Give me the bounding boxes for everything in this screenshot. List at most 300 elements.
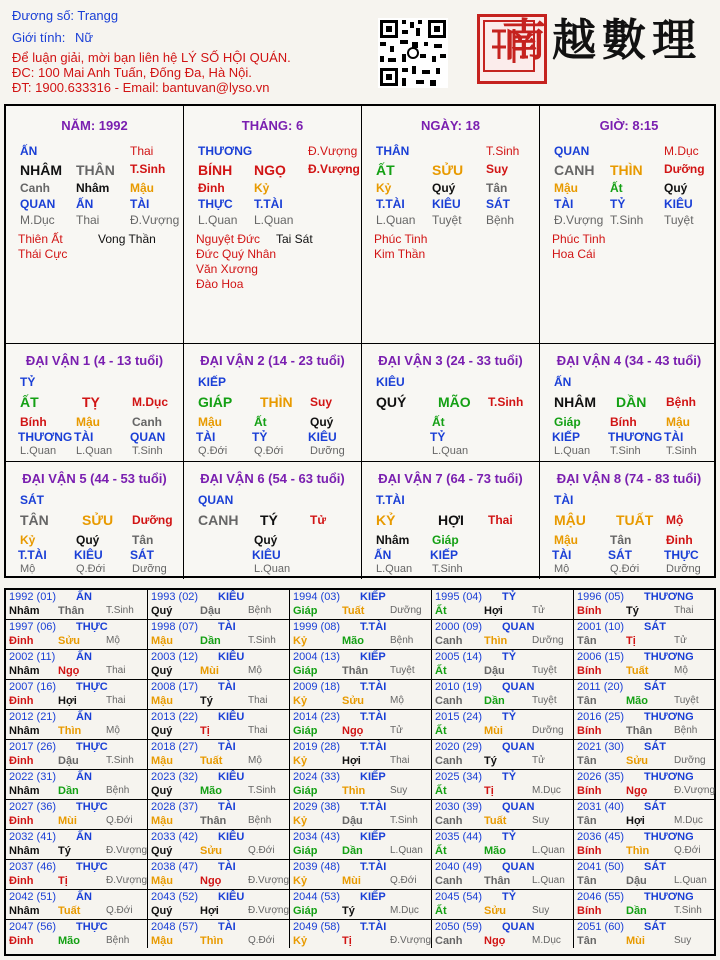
- year-god: THỰC: [76, 681, 108, 693]
- pillar-stem: Dưỡng: [664, 162, 705, 176]
- year-phase: Bệnh: [248, 815, 272, 826]
- year-cell: [6, 800, 148, 830]
- year-stem: Quý: [151, 785, 173, 797]
- year-god: ẤN: [76, 831, 92, 843]
- dai-van-hidden-god: THƯƠNG: [18, 430, 73, 444]
- pillar-hidden-god: KIÊU: [664, 197, 693, 211]
- year-cell: [290, 770, 432, 800]
- pillar-star: Văn Xương: [196, 262, 258, 276]
- dai-van-hidden-phase: L.Quan: [76, 445, 113, 457]
- pillar-phase: Tuyệt: [432, 213, 462, 227]
- year-label: 2047 (56): [9, 921, 57, 933]
- pillar-phase: Bệnh: [486, 213, 515, 227]
- year-label: 2040 (49): [435, 861, 483, 873]
- year-god: KIÊU: [218, 891, 245, 903]
- dai-van-stem: ẤT: [20, 394, 39, 410]
- year-branch: Dậu: [626, 875, 647, 887]
- year-god: THỰC: [76, 621, 108, 633]
- year-stem: Ất: [435, 665, 447, 677]
- year-branch: Mão: [200, 785, 222, 797]
- pillar-hidden-stem: Kỷ: [254, 181, 270, 195]
- year-phase: Tuyệt: [390, 665, 415, 676]
- year-god: TÀI: [218, 741, 236, 753]
- pillar-god: M.Dục: [664, 144, 699, 158]
- pillar-stem: T.Sinh: [130, 162, 166, 176]
- year-label: 2002 (11): [9, 651, 56, 663]
- dai-van-hidden-stem: Mậu: [198, 415, 222, 429]
- year-cell: [574, 620, 714, 650]
- gender-row: [12, 30, 93, 46]
- dai-van-stem: TÂN: [20, 512, 49, 528]
- year-stem: Mậu: [151, 935, 173, 947]
- year-god: TÀI: [218, 861, 236, 873]
- year-label: 2041 (50): [577, 861, 625, 873]
- year-phase: M.Dục: [674, 815, 703, 826]
- year-cell: [6, 710, 148, 740]
- year-stem: Tân: [577, 875, 597, 887]
- year-branch: Dậu: [200, 605, 221, 617]
- dai-van-branch: MÃO: [438, 394, 471, 410]
- dai-van-hidden-god: QUAN: [130, 430, 166, 444]
- year-stem: Đinh: [9, 815, 34, 827]
- dai-van-god: T.TÀI: [376, 493, 405, 507]
- year-cell: [148, 710, 290, 740]
- pillar-phase: L.Quan: [198, 213, 238, 227]
- year-god: TỶ: [502, 711, 517, 723]
- year-branch: Dậu: [342, 815, 363, 827]
- year-phase: Thai: [106, 695, 126, 706]
- year-god: SÁT: [644, 801, 666, 813]
- year-cell: [148, 770, 290, 800]
- year-cell: [290, 590, 432, 620]
- pillar-stem: NHÂM: [20, 162, 62, 178]
- year-god: QUAN: [502, 621, 535, 633]
- year-label: 2034 (43): [293, 831, 341, 843]
- year-label: 2008 (17): [151, 681, 199, 693]
- pillar-phase: Đ.Vượng: [554, 213, 604, 227]
- year-label: 2017 (26): [9, 741, 57, 753]
- year-branch: Tị: [484, 785, 494, 797]
- dai-van-hidden-phase: Q.Đới: [254, 445, 284, 457]
- year-phase: Đ.Vượng: [674, 785, 716, 796]
- year-label: 2035 (44): [435, 831, 483, 843]
- year-branch: Dần: [200, 635, 221, 647]
- year-branch: Dần: [484, 695, 505, 707]
- year-branch: Thân: [58, 605, 85, 617]
- year-cell: [432, 920, 574, 948]
- year-label: 2043 (52): [151, 891, 199, 903]
- dai-van-hidden-phase: L.Quan: [20, 445, 57, 457]
- year-label: 2014 (23): [293, 711, 341, 723]
- year-phase: M.Dục: [390, 905, 419, 916]
- year-phase: Tử: [390, 725, 403, 736]
- year-cell: [432, 860, 574, 890]
- dai-van-hidden-stem: Bính: [20, 415, 47, 429]
- year-branch: Mão: [626, 695, 648, 707]
- dai-van-branch: HỢI: [438, 512, 464, 528]
- year-stem: Đinh: [9, 635, 34, 647]
- year-god: QUAN: [502, 921, 535, 933]
- pillar-stem: ẤT: [376, 162, 395, 178]
- year-cell: [290, 650, 432, 680]
- year-phase: T.Sinh: [390, 815, 418, 826]
- year-label: 1996 (05): [577, 591, 625, 603]
- pillar-stem: NGỌ: [254, 162, 286, 178]
- year-phase: Tuyệt: [674, 695, 699, 706]
- pillar-star: Kim Thần: [374, 247, 426, 261]
- year-stem: Tân: [577, 695, 597, 707]
- year-stem: Ất: [435, 905, 447, 917]
- dai-van-hidden-stem: Ất: [432, 415, 445, 429]
- year-branch: Mão: [342, 635, 364, 647]
- pillar-hidden-stem: Nhâm: [76, 181, 110, 195]
- dai-van-7: [362, 462, 540, 579]
- year-stem: Canh: [435, 815, 463, 827]
- year-cell: [6, 770, 148, 800]
- year-phase: Suy: [390, 785, 408, 796]
- year-label: 2015 (24): [435, 711, 483, 723]
- pillar-hidden-stem: Kỷ: [376, 181, 392, 195]
- year-cell: [574, 650, 714, 680]
- pillar-phase: L.Quan: [254, 213, 294, 227]
- year-phase: T.Sinh: [106, 755, 134, 766]
- year-cell: [148, 890, 290, 920]
- year-god: QUAN: [502, 861, 535, 873]
- dai-van-hidden-stem: Mậu: [554, 533, 578, 547]
- pillar-phase: Đ.Vượng: [130, 213, 180, 227]
- pillar-2: [184, 106, 362, 343]
- year-stem: Quý: [151, 665, 173, 677]
- year-god: T.TÀI: [360, 741, 387, 753]
- year-branch: Mùi: [626, 935, 645, 947]
- year-label: 1999 (08): [293, 621, 341, 633]
- pillar-1: [6, 106, 184, 343]
- year-branch: Tý: [484, 755, 497, 767]
- dai-van-title: ĐẠI VẬN 8 (74 - 83 tuổi): [556, 471, 702, 486]
- pillar-stem: THÌN: [610, 162, 643, 178]
- year-stem: Quý: [151, 905, 173, 917]
- year-god: KIẾP: [360, 831, 386, 843]
- year-label: 2010 (19): [435, 681, 483, 693]
- year-branch: Ngọ: [58, 665, 80, 677]
- year-branch: Dậu: [58, 755, 79, 767]
- year-god: THỰC: [76, 801, 108, 813]
- year-phase: Đ.Vượng: [248, 905, 290, 916]
- year-label: 1998 (07): [151, 621, 199, 633]
- dai-van-hidden-god: TÀI: [74, 430, 94, 444]
- year-stem: Quý: [151, 605, 173, 617]
- year-phase: Thai: [248, 725, 268, 736]
- year-phase: Q.Đới: [390, 875, 417, 886]
- year-branch: Dần: [626, 905, 647, 917]
- year-stem: Mậu: [151, 635, 173, 647]
- year-god: TÀI: [218, 621, 236, 633]
- year-label: 2049 (58): [293, 921, 341, 933]
- year-cell: [6, 830, 148, 860]
- year-phase: Q.Đới: [674, 845, 701, 856]
- year-branch: Dần: [342, 845, 363, 857]
- dai-van-hidden-stem: Canh: [132, 415, 162, 429]
- dai-van-title: ĐẠI VẬN 5 (44 - 53 tuổi): [22, 471, 167, 486]
- pillar-stem: Suy: [486, 162, 509, 176]
- year-branch: Sửu: [484, 905, 507, 917]
- dai-van-hidden-phase: Q.Đới: [610, 563, 640, 575]
- year-label: 2001 (10): [577, 621, 625, 633]
- dai-van-hidden-god: T.TÀI: [18, 548, 47, 562]
- year-stem: Mậu: [151, 815, 173, 827]
- dai-van-title: ĐẠI VẬN 6 (54 - 63 tuổi): [200, 471, 345, 486]
- year-stem: Giáp: [293, 845, 318, 857]
- year-label: 2030 (39): [435, 801, 483, 813]
- year-stem: Kỷ: [293, 935, 308, 947]
- year-stem: Canh: [435, 695, 463, 707]
- year-phase: T.Sinh: [248, 635, 276, 646]
- dai-van-row-2: [6, 461, 714, 579]
- year-stem: Giáp: [293, 665, 318, 677]
- year-label: 2012 (21): [9, 711, 57, 723]
- year-god: THƯƠNG: [644, 711, 694, 723]
- year-god: KIÊU: [218, 711, 245, 723]
- year-god: ẤN: [76, 771, 92, 783]
- year-god: KIẾP: [360, 771, 386, 783]
- year-phase: Mộ: [390, 695, 404, 706]
- year-label: 2029 (38): [293, 801, 341, 813]
- pillar-stem: THÂN: [76, 162, 115, 178]
- year-label: 1995 (04): [435, 591, 483, 603]
- pillar-hidden-god: TÀI: [554, 197, 574, 211]
- year-cell: [6, 650, 148, 680]
- year-cell: [148, 800, 290, 830]
- year-label: 1997 (06): [9, 621, 57, 633]
- pillar-hidden-god: KIÊU: [432, 197, 461, 211]
- year-branch: Mão: [484, 845, 506, 857]
- year-god: THƯƠNG: [644, 591, 694, 603]
- year-cell: [148, 830, 290, 860]
- year-label: 2003 (12): [151, 651, 199, 663]
- year-stem: Mậu: [151, 695, 173, 707]
- year-phase: Bệnh: [390, 635, 414, 646]
- year-stem: Quý: [151, 845, 173, 857]
- year-label: 1994 (03): [293, 591, 341, 603]
- dai-van-hidden-stem: Quý: [76, 533, 100, 547]
- pillar-star: Thiên Ất: [18, 232, 63, 246]
- year-label: 1992 (01): [9, 591, 57, 603]
- pillar-hidden-god: SÁT: [486, 197, 510, 211]
- year-stem: Canh: [435, 635, 463, 647]
- dai-van-hidden-god: KIÊU: [252, 548, 281, 562]
- dai-van-hidden-phase: Mộ: [554, 563, 570, 575]
- dai-van-hidden-stem: Tân: [132, 533, 154, 547]
- year-branch: Tý: [200, 695, 213, 707]
- pillar-hidden-stem: Tân: [486, 181, 508, 195]
- pillar-god: QUAN: [554, 144, 590, 158]
- pillar-stem: SỬU: [432, 162, 464, 178]
- year-god: THỰC: [76, 741, 108, 753]
- pillar-stem: BÍNH: [198, 162, 233, 178]
- year-phase: L.Quan: [532, 845, 565, 856]
- year-stem: Kỷ: [293, 695, 308, 707]
- year-phase: T.Sinh: [248, 785, 276, 796]
- year-label: 2031 (40): [577, 801, 625, 813]
- year-label: 2033 (42): [151, 831, 199, 843]
- year-god: T.TÀI: [360, 681, 387, 693]
- year-label: 2004 (13): [293, 651, 341, 663]
- year-label: 2006 (15): [577, 651, 625, 663]
- year-phase: Suy: [532, 815, 550, 826]
- pillar-star: Thái Cực: [18, 247, 68, 261]
- year-label: 2036 (45): [577, 831, 625, 843]
- year-god: T.TÀI: [360, 621, 387, 633]
- year-cell: [148, 740, 290, 770]
- pillar-phase: Thai: [76, 213, 100, 227]
- pillar-stem: CANH: [554, 162, 595, 178]
- annual-table: [4, 588, 716, 956]
- dai-van-hidden-god: THƯƠNG: [608, 430, 663, 444]
- owner-name: Đương số: Trangg: [12, 8, 119, 23]
- year-god: SÁT: [644, 861, 666, 873]
- pillar-phase: Tuyệt: [664, 213, 694, 227]
- year-god: KIÊU: [218, 651, 245, 663]
- year-stem: Kỷ: [293, 755, 308, 767]
- year-cell: [148, 860, 290, 890]
- pillar-title: THÁNG: 6: [241, 118, 304, 133]
- year-stem: Giáp: [293, 725, 318, 737]
- dai-van-god: TÀI: [554, 493, 574, 507]
- year-phase: M.Dục: [532, 935, 561, 946]
- dai-van-branch: SỬU: [82, 512, 114, 528]
- year-stem: Giáp: [293, 905, 318, 917]
- pillar-star: Đức Quý Nhân: [196, 247, 277, 261]
- year-phase: Q.Đới: [248, 935, 275, 946]
- year-stem: Nhâm: [9, 605, 40, 617]
- dai-van-phase: T.Sinh: [488, 395, 524, 409]
- year-god: THỰC: [76, 921, 108, 933]
- dai-van-hidden-phase: T.Sinh: [132, 445, 163, 457]
- year-phase: Dưỡng: [390, 605, 422, 616]
- year-label: 2023 (32): [151, 771, 199, 783]
- year-branch: Hợi: [626, 815, 645, 827]
- year-branch: Ngọ: [342, 725, 364, 737]
- year-god: TÀI: [218, 801, 236, 813]
- dai-van-god: TỶ: [20, 375, 36, 389]
- dai-van-hidden-stem: Kỷ: [20, 533, 36, 547]
- year-phase: Suy: [674, 935, 692, 946]
- year-god: KIÊU: [218, 771, 245, 783]
- pillar-star: Đào Hoa: [196, 277, 244, 291]
- qr-code-icon[interactable]: [378, 18, 448, 88]
- year-stem: Canh: [435, 755, 463, 767]
- year-phase: Bệnh: [106, 935, 130, 946]
- year-god: TỶ: [502, 771, 517, 783]
- year-branch: Tuất: [200, 755, 223, 767]
- year-label: 2045 (54): [435, 891, 483, 903]
- year-phase: Thai: [390, 755, 410, 766]
- year-branch: Mùi: [58, 815, 77, 827]
- year-branch: Hợi: [200, 905, 219, 917]
- year-phase: Đ.Vượng: [390, 935, 432, 946]
- consult-text: Để luận giải, mời bạn liên hệ LÝ SỐ HỘI QUÁN.: [12, 50, 291, 65]
- dai-van-stem: NHÂM: [554, 394, 596, 410]
- year-label: 2046 (55): [577, 891, 625, 903]
- year-cell: [432, 890, 574, 920]
- year-label: 2038 (47): [151, 861, 199, 873]
- dai-van-hidden-stem: Tân: [610, 533, 632, 547]
- contact-text: ĐT: 1900.633316 - Email: bantuvan@lyso.vn: [12, 80, 270, 95]
- year-cell: [574, 770, 714, 800]
- year-phase: Đ.Vượng: [106, 875, 148, 886]
- year-stem: Quý: [151, 725, 173, 737]
- year-label: 2025 (34): [435, 771, 483, 783]
- year-label: 2032 (41): [9, 831, 57, 843]
- year-label: 2037 (46): [9, 861, 57, 873]
- pillar-hidden-god: T.TÀI: [376, 197, 405, 211]
- pillar-hidden-god: THỰC: [198, 197, 233, 211]
- year-branch: Ngọ: [200, 875, 222, 887]
- year-phase: Tuyệt: [532, 665, 557, 676]
- year-god: ẤN: [76, 591, 92, 603]
- dai-van-hidden-god: SÁT: [608, 548, 632, 562]
- pillar-title: NGÀY: 18: [421, 118, 480, 133]
- year-phase: T.Sinh: [106, 605, 134, 616]
- year-cell: [290, 800, 432, 830]
- year-stem: Nhâm: [9, 785, 40, 797]
- year-branch: Thân: [626, 725, 653, 737]
- year-stem: Canh: [435, 935, 463, 947]
- year-cell: [432, 740, 574, 770]
- year-branch: Tị: [58, 875, 68, 887]
- dai-van-god: KIÊU: [376, 375, 405, 389]
- gender-value: Nữ: [74, 30, 94, 45]
- year-stem: Kỷ: [293, 815, 308, 827]
- year-label: 2048 (57): [151, 921, 199, 933]
- year-stem: Mậu: [151, 875, 173, 887]
- dai-van-title: ĐẠI VẬN 4 (34 - 43 tuổi): [556, 353, 702, 368]
- year-stem: Canh: [435, 875, 463, 887]
- year-god: KIÊU: [218, 831, 245, 843]
- dai-van-hidden-god: KIẾP: [552, 430, 581, 444]
- dai-van-hidden-stem: Nhâm: [376, 533, 410, 547]
- year-branch: Thìn: [342, 785, 366, 797]
- year-stem: Tân: [577, 755, 597, 767]
- year-phase: Mộ: [106, 725, 120, 736]
- dai-van-hidden-god: KIẾP: [430, 548, 459, 562]
- year-cell: [290, 620, 432, 650]
- dai-van-hidden-phase: Q.Đới: [198, 445, 228, 457]
- pillar-hidden-stem: Canh: [20, 181, 50, 195]
- year-god: QUAN: [502, 801, 535, 813]
- year-label: 2050 (59): [435, 921, 483, 933]
- year-phase: L.Quan: [390, 845, 423, 856]
- year-god: KIÊU: [218, 591, 245, 603]
- year-stem: Bính: [577, 785, 602, 797]
- pillar-star: Phúc Tinh: [552, 232, 606, 246]
- year-cell: [6, 890, 148, 920]
- year-god: QUAN: [502, 681, 535, 693]
- pillar-star: Nguyệt Đức: [196, 232, 261, 246]
- year-cell: [6, 740, 148, 770]
- dai-van-god: QUAN: [198, 493, 234, 507]
- dai-van-6: [184, 462, 362, 579]
- year-label: 2022 (31): [9, 771, 57, 783]
- year-phase: Dưỡng: [674, 755, 706, 766]
- year-phase: Tử: [532, 755, 545, 766]
- dai-van-8: [540, 462, 718, 579]
- dai-van-5: [6, 462, 184, 579]
- year-cell: [432, 770, 574, 800]
- dai-van-branch: DẦN: [616, 394, 647, 410]
- year-cell: [148, 650, 290, 680]
- dai-van-god: SÁT: [20, 493, 44, 507]
